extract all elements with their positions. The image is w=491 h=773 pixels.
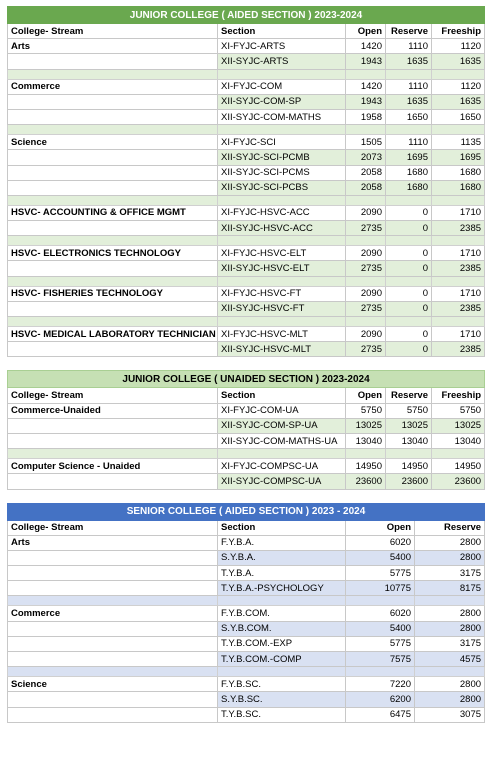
table-row bbox=[8, 418, 485, 433]
column-header: Reserve bbox=[415, 520, 485, 535]
fee-cell: 3075 bbox=[415, 707, 485, 722]
spacer-cell bbox=[386, 69, 432, 79]
stream-cell bbox=[8, 707, 218, 722]
spacer-cell bbox=[432, 236, 485, 246]
fee-cell: 1710 bbox=[432, 246, 485, 261]
fee-cell: 1710 bbox=[432, 327, 485, 342]
fee-cell: 1680 bbox=[432, 165, 485, 180]
fee-cell: 1943 bbox=[346, 94, 386, 109]
fee-cell: 1135 bbox=[432, 135, 485, 150]
table-row bbox=[8, 433, 485, 448]
group-spacer-row bbox=[8, 236, 485, 246]
fee-cell: 1635 bbox=[432, 54, 485, 69]
group-spacer-row bbox=[8, 596, 485, 606]
stream-cell: Commerce bbox=[8, 606, 218, 621]
spacer-cell bbox=[218, 449, 346, 459]
table-row bbox=[8, 535, 485, 550]
stream-cell: HSVC- MEDICAL LABORATORY TECHNICIAN bbox=[8, 327, 218, 342]
spacer-cell bbox=[386, 236, 432, 246]
spacer-cell bbox=[386, 125, 432, 135]
stream-cell: HSVC- ELECTRONICS TECHNOLOGY bbox=[8, 246, 218, 261]
table-row bbox=[8, 94, 485, 109]
fee-cell: 2800 bbox=[415, 606, 485, 621]
table-row bbox=[8, 165, 485, 180]
spacer-cell bbox=[346, 449, 386, 459]
section-cell: XII-SYJC-COM-MATHS-UA bbox=[218, 433, 346, 448]
fee-cell: 5750 bbox=[346, 403, 386, 418]
section-cell: F.Y.B.COM. bbox=[218, 606, 346, 621]
spacer-cell bbox=[346, 596, 415, 606]
section-cell: T.Y.B.A.-PSYCHOLOGY bbox=[218, 581, 346, 596]
section-cell: XII-SYJC-COMPSC-UA bbox=[218, 474, 346, 489]
section-cell: XII-SYJC-COM-MATHS bbox=[218, 109, 346, 124]
stream-cell bbox=[8, 301, 218, 316]
spacer-cell bbox=[8, 125, 218, 135]
table-row bbox=[8, 286, 485, 301]
fee-cell: 2058 bbox=[346, 165, 386, 180]
group-spacer-row bbox=[8, 317, 485, 327]
fee-cell: 2090 bbox=[346, 205, 386, 220]
section-cell: XI-FYJC-HSVC-MLT bbox=[218, 327, 346, 342]
section-cell: XII-SYJC-HSVC-ACC bbox=[218, 221, 346, 236]
stream-cell bbox=[8, 652, 218, 667]
table-row bbox=[8, 652, 485, 667]
table-row bbox=[8, 707, 485, 722]
fee-cell: 1635 bbox=[432, 94, 485, 109]
fee-cell: 1120 bbox=[432, 39, 485, 54]
table-row bbox=[8, 205, 485, 220]
section-cell: S.Y.B.COM. bbox=[218, 621, 346, 636]
fee-cell: 6020 bbox=[346, 606, 415, 621]
fee-cell: 2800 bbox=[415, 692, 485, 707]
table-row bbox=[8, 150, 485, 165]
spacer-cell bbox=[432, 69, 485, 79]
unaided-table bbox=[7, 370, 485, 489]
fee-cell: 2800 bbox=[415, 550, 485, 565]
spacer-cell bbox=[346, 317, 386, 327]
group-spacer-row bbox=[8, 276, 485, 286]
column-header: Freeship bbox=[432, 388, 485, 403]
section-gap bbox=[7, 357, 484, 370]
fee-cell: 5775 bbox=[346, 636, 415, 651]
section-cell: XI-FYJC-COM-UA bbox=[218, 403, 346, 418]
column-header: Section bbox=[218, 388, 346, 403]
fee-cell: 1505 bbox=[346, 135, 386, 150]
group-spacer-row bbox=[8, 125, 485, 135]
table-row bbox=[8, 342, 485, 357]
table-row bbox=[8, 459, 485, 474]
spacer-cell bbox=[415, 596, 485, 606]
fee-cell: 2735 bbox=[346, 342, 386, 357]
fee-cell: 3175 bbox=[415, 566, 485, 581]
stream-cell: Arts bbox=[8, 39, 218, 54]
section-cell: T.Y.B.A. bbox=[218, 566, 346, 581]
section-cell: XII-SYJC-COM-SP bbox=[218, 94, 346, 109]
fee-cell: 1110 bbox=[386, 39, 432, 54]
group-spacer-row bbox=[8, 449, 485, 459]
section-cell: T.Y.B.COM.-EXP bbox=[218, 636, 346, 651]
section-cell: XI-FYJC-HSVC-ELT bbox=[218, 246, 346, 261]
table-row bbox=[8, 581, 485, 596]
fee-cell: 23600 bbox=[386, 474, 432, 489]
aided-title-row bbox=[8, 7, 485, 24]
column-header: Open bbox=[346, 24, 386, 39]
spacer-cell bbox=[346, 276, 386, 286]
spacer-cell bbox=[346, 236, 386, 246]
table-row bbox=[8, 621, 485, 636]
fee-cell: 6475 bbox=[346, 707, 415, 722]
table-row bbox=[8, 246, 485, 261]
spacer-cell bbox=[8, 236, 218, 246]
senior-header-row bbox=[8, 520, 485, 535]
fee-cell: 2090 bbox=[346, 246, 386, 261]
fee-cell: 14950 bbox=[386, 459, 432, 474]
fee-structure-document bbox=[7, 6, 484, 723]
table-row bbox=[8, 135, 485, 150]
stream-cell bbox=[8, 180, 218, 195]
fee-cell: 13040 bbox=[346, 433, 386, 448]
spacer-cell bbox=[218, 667, 346, 677]
fee-cell: 6020 bbox=[346, 535, 415, 550]
fee-cell: 5775 bbox=[346, 566, 415, 581]
fee-cell: 2385 bbox=[432, 221, 485, 236]
spacer-cell bbox=[386, 276, 432, 286]
fee-cell: 0 bbox=[386, 221, 432, 236]
fee-cell: 1695 bbox=[432, 150, 485, 165]
table-row bbox=[8, 692, 485, 707]
fee-cell: 2090 bbox=[346, 327, 386, 342]
stream-cell bbox=[8, 636, 218, 651]
fee-cell: 5750 bbox=[432, 403, 485, 418]
fee-cell: 2800 bbox=[415, 621, 485, 636]
spacer-cell bbox=[218, 317, 346, 327]
fee-cell: 2735 bbox=[346, 301, 386, 316]
spacer-cell bbox=[346, 667, 415, 677]
stream-cell bbox=[8, 692, 218, 707]
aided-table bbox=[7, 6, 485, 357]
column-header: College- Stream bbox=[8, 388, 218, 403]
fee-cell: 0 bbox=[386, 342, 432, 357]
group-spacer-row bbox=[8, 69, 485, 79]
table-row bbox=[8, 54, 485, 69]
column-header: Open bbox=[346, 520, 415, 535]
fee-cell: 1110 bbox=[386, 135, 432, 150]
column-header: College- Stream bbox=[8, 24, 218, 39]
section-cell: T.Y.B.SC. bbox=[218, 707, 346, 722]
stream-cell bbox=[8, 221, 218, 236]
spacer-cell bbox=[218, 596, 346, 606]
section-cell: T.Y.B.COM.-COMP bbox=[218, 652, 346, 667]
spacer-cell bbox=[346, 125, 386, 135]
fee-cell: 1635 bbox=[386, 54, 432, 69]
table-row bbox=[8, 677, 485, 692]
fee-cell: 5750 bbox=[386, 403, 432, 418]
fee-cell: 2385 bbox=[432, 301, 485, 316]
group-spacer-row bbox=[8, 667, 485, 677]
stream-cell bbox=[8, 550, 218, 565]
spacer-cell bbox=[386, 317, 432, 327]
spacer-cell bbox=[8, 276, 218, 286]
spacer-cell bbox=[8, 667, 218, 677]
fee-cell: 7575 bbox=[346, 652, 415, 667]
column-header: Freeship bbox=[432, 24, 485, 39]
table-row bbox=[8, 550, 485, 565]
section-cell: XI-FYJC-ARTS bbox=[218, 39, 346, 54]
fee-cell: 0 bbox=[386, 205, 432, 220]
spacer-cell bbox=[218, 195, 346, 205]
table-row bbox=[8, 39, 485, 54]
stream-cell bbox=[8, 581, 218, 596]
stream-cell: Commerce-Unaided bbox=[8, 403, 218, 418]
fee-cell: 0 bbox=[386, 246, 432, 261]
table-row bbox=[8, 301, 485, 316]
spacer-cell bbox=[346, 195, 386, 205]
table-row bbox=[8, 606, 485, 621]
fee-cell: 1420 bbox=[346, 39, 386, 54]
fee-cell: 14950 bbox=[346, 459, 386, 474]
fee-cell: 1680 bbox=[386, 165, 432, 180]
spacer-cell bbox=[346, 69, 386, 79]
unaided-section-title: JUNIOR COLLEGE ( UNAIDED SECTION ) 2023-2024 bbox=[8, 371, 485, 388]
fee-cell: 13040 bbox=[386, 433, 432, 448]
stream-cell: Science bbox=[8, 677, 218, 692]
table-row bbox=[8, 636, 485, 651]
fee-cell: 1710 bbox=[432, 286, 485, 301]
column-header: College- Stream bbox=[8, 520, 218, 535]
aided-header-row bbox=[8, 24, 485, 39]
table-row bbox=[8, 180, 485, 195]
fee-cell: 1958 bbox=[346, 109, 386, 124]
section-cell: XI-FYJC-COMPSC-UA bbox=[218, 459, 346, 474]
fee-cell: 2385 bbox=[432, 342, 485, 357]
stream-cell bbox=[8, 474, 218, 489]
unaided-header-row bbox=[8, 388, 485, 403]
stream-cell bbox=[8, 433, 218, 448]
stream-cell bbox=[8, 418, 218, 433]
table-row bbox=[8, 403, 485, 418]
stream-cell: Computer Science - Unaided bbox=[8, 459, 218, 474]
fee-cell: 13040 bbox=[432, 433, 485, 448]
fee-cell: 0 bbox=[386, 301, 432, 316]
fee-cell: 1943 bbox=[346, 54, 386, 69]
table-row bbox=[8, 79, 485, 94]
spacer-cell bbox=[8, 449, 218, 459]
fee-cell: 0 bbox=[386, 327, 432, 342]
column-header: Section bbox=[218, 24, 346, 39]
fee-cell: 1110 bbox=[386, 79, 432, 94]
table-row bbox=[8, 474, 485, 489]
table-row bbox=[8, 566, 485, 581]
section-cell: XI-FYJC-SCI bbox=[218, 135, 346, 150]
section-cell: XII-SYJC-HSVC-ELT bbox=[218, 261, 346, 276]
fee-cell: 1680 bbox=[386, 180, 432, 195]
stream-cell bbox=[8, 566, 218, 581]
stream-cell bbox=[8, 261, 218, 276]
table-row bbox=[8, 109, 485, 124]
spacer-cell bbox=[386, 195, 432, 205]
stream-cell: Commerce bbox=[8, 79, 218, 94]
fee-cell: 0 bbox=[386, 286, 432, 301]
stream-cell: HSVC- FISHERIES TECHNOLOGY bbox=[8, 286, 218, 301]
fee-cell: 2385 bbox=[432, 261, 485, 276]
fee-cell: 13025 bbox=[346, 418, 386, 433]
senior-title-row bbox=[8, 503, 485, 520]
spacer-cell bbox=[432, 195, 485, 205]
spacer-cell bbox=[218, 276, 346, 286]
fee-cell: 1420 bbox=[346, 79, 386, 94]
fee-cell: 8175 bbox=[415, 581, 485, 596]
spacer-cell bbox=[218, 125, 346, 135]
fee-cell: 0 bbox=[386, 261, 432, 276]
section-cell: XII-SYJC-ARTS bbox=[218, 54, 346, 69]
fee-cell: 2800 bbox=[415, 535, 485, 550]
section-cell: S.Y.B.A. bbox=[218, 550, 346, 565]
section-cell: XI-FYJC-COM bbox=[218, 79, 346, 94]
fee-cell: 1635 bbox=[386, 94, 432, 109]
stream-cell bbox=[8, 150, 218, 165]
stream-cell bbox=[8, 109, 218, 124]
stream-cell: Science bbox=[8, 135, 218, 150]
fee-cell: 5400 bbox=[346, 621, 415, 636]
fee-cell: 2073 bbox=[346, 150, 386, 165]
spacer-cell bbox=[432, 317, 485, 327]
section-cell: F.Y.B.A. bbox=[218, 535, 346, 550]
table-row bbox=[8, 327, 485, 342]
stream-cell: HSVC- ACCOUNTING & OFFICE MGMT bbox=[8, 205, 218, 220]
section-cell: XII-SYJC-HSVC-FT bbox=[218, 301, 346, 316]
fee-cell: 5400 bbox=[346, 550, 415, 565]
fee-cell: 10775 bbox=[346, 581, 415, 596]
unaided-title-row bbox=[8, 371, 485, 388]
section-cell: S.Y.B.SC. bbox=[218, 692, 346, 707]
fee-cell: 2800 bbox=[415, 677, 485, 692]
section-cell: XII-SYJC-SCI-PCMS bbox=[218, 165, 346, 180]
fee-cell: 14950 bbox=[432, 459, 485, 474]
table-row bbox=[8, 221, 485, 236]
fee-cell: 2735 bbox=[346, 221, 386, 236]
section-cell: XI-FYJC-HSVC-FT bbox=[218, 286, 346, 301]
column-header: Reserve bbox=[386, 388, 432, 403]
senior-table bbox=[7, 503, 485, 723]
fee-cell: 13025 bbox=[386, 418, 432, 433]
spacer-cell bbox=[432, 449, 485, 459]
section-cell: XII-SYJC-SCI-PCBS bbox=[218, 180, 346, 195]
spacer-cell bbox=[8, 596, 218, 606]
stream-cell bbox=[8, 54, 218, 69]
fee-cell: 4575 bbox=[415, 652, 485, 667]
spacer-cell bbox=[218, 236, 346, 246]
spacer-cell bbox=[8, 69, 218, 79]
fee-cell: 1695 bbox=[386, 150, 432, 165]
fee-cell: 1680 bbox=[432, 180, 485, 195]
group-spacer-row bbox=[8, 195, 485, 205]
section-cell: XII-SYJC-COM-SP-UA bbox=[218, 418, 346, 433]
section-cell: XI-FYJC-HSVC-ACC bbox=[218, 205, 346, 220]
fee-cell: 2058 bbox=[346, 180, 386, 195]
fee-cell: 2735 bbox=[346, 261, 386, 276]
fee-cell: 3175 bbox=[415, 636, 485, 651]
column-header: Reserve bbox=[386, 24, 432, 39]
section-cell: XII-SYJC-HSVC-MLT bbox=[218, 342, 346, 357]
fee-cell: 1710 bbox=[432, 205, 485, 220]
spacer-cell bbox=[218, 69, 346, 79]
aided-section-title: JUNIOR COLLEGE ( AIDED SECTION ) 2023-2024 bbox=[8, 7, 485, 24]
section-cell: F.Y.B.SC. bbox=[218, 677, 346, 692]
fee-cell: 1120 bbox=[432, 79, 485, 94]
section-gap bbox=[7, 490, 484, 503]
stream-cell: Arts bbox=[8, 535, 218, 550]
stream-cell bbox=[8, 165, 218, 180]
fee-cell: 7220 bbox=[346, 677, 415, 692]
stream-cell bbox=[8, 94, 218, 109]
fee-cell: 6200 bbox=[346, 692, 415, 707]
spacer-cell bbox=[8, 195, 218, 205]
spacer-cell bbox=[8, 317, 218, 327]
stream-cell bbox=[8, 621, 218, 636]
fee-cell: 23600 bbox=[432, 474, 485, 489]
table-row bbox=[8, 261, 485, 276]
column-header: Section bbox=[218, 520, 346, 535]
senior-section-title: SENIOR COLLEGE ( AIDED SECTION ) 2023 - 2024 bbox=[8, 503, 485, 520]
stream-cell bbox=[8, 342, 218, 357]
section-cell: XII-SYJC-SCI-PCMB bbox=[218, 150, 346, 165]
column-header: Open bbox=[346, 388, 386, 403]
fee-cell: 23600 bbox=[346, 474, 386, 489]
spacer-cell bbox=[415, 667, 485, 677]
spacer-cell bbox=[432, 276, 485, 286]
fee-cell: 13025 bbox=[432, 418, 485, 433]
fee-cell: 2090 bbox=[346, 286, 386, 301]
spacer-cell bbox=[386, 449, 432, 459]
spacer-cell bbox=[432, 125, 485, 135]
fee-cell: 1650 bbox=[386, 109, 432, 124]
fee-cell: 1650 bbox=[432, 109, 485, 124]
